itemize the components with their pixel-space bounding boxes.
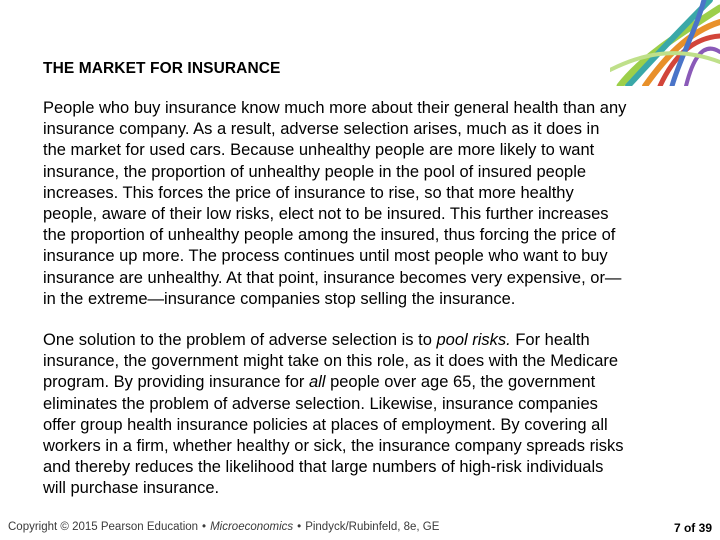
footer-citation [8, 521, 439, 533]
text-segment: program. By providing insurance for [43, 373, 309, 392]
footer-separator: • [297, 521, 302, 533]
footer-copyright: Copyright © 2015 Pearson Education [8, 521, 199, 533]
paragraph2-line: workers in a firm, whether healthy or sick, the insurance company spreads risks [43, 437, 624, 456]
paragraph1-line: insurance company. As a result, adverse selection arises, much as it does in [43, 120, 600, 139]
page-of: of [683, 521, 696, 535]
text-segment: For health [510, 331, 590, 350]
paragraph-pool-risks [43, 330, 693, 500]
text-segment: people over age 65, the government [325, 373, 596, 392]
paragraph1-line: insurance are unhealthy. At that point, insurance becomes very expensive, or— [43, 268, 622, 287]
paragraph2-line [43, 330, 693, 351]
paragraph1-line: the proportion of unhealthy people among the insured, thus forcing the price of [43, 226, 616, 245]
paragraph1-line: increases. This forces the price of insurance to rise, so that more healthy [43, 183, 574, 202]
paragraph1-line: insurance, the proportion of unhealthy people in the pool of insured people [43, 162, 587, 181]
slide-title: THE MARKET FOR INSURANCE [43, 60, 281, 77]
page-total: 39 [698, 521, 712, 535]
paragraph-adverse-selection [43, 98, 693, 310]
decorative-ribbons-image [610, 0, 720, 86]
paragraph2-line: offer group health insurance policies at places of employment. By covering all [43, 415, 608, 434]
paragraph1-line: the market for used cars. Because unhealthy people are more likely to want [43, 141, 595, 160]
footer-authors: Pindyck/Rubinfeld, 8e, GE [305, 521, 440, 533]
paragraph1-line: insurance up more. The process continues until most people who want to buy [43, 247, 608, 266]
slide-body [43, 98, 693, 520]
footer-book-title: Microeconomics [210, 521, 294, 533]
emphasis-pool-risks: pool risks. [436, 331, 511, 350]
paragraph2-line: will purchase insurance. [43, 479, 220, 498]
paragraph2-line: eliminates the problem of adverse selection. Likewise, insurance companies [43, 394, 598, 413]
emphasis-all: all [308, 373, 326, 392]
page-number [674, 521, 712, 535]
paragraph2-line: insurance, the government might take on this role, as it does with the Medicare [43, 352, 619, 371]
paragraph2-line [43, 372, 693, 393]
paragraph1-line: people, aware of their low risks, elect not to be insured. This further increases [43, 205, 609, 224]
paragraph1-line: in the extreme—insurance companies stop selling the insurance. [43, 289, 516, 308]
page-current: 7 [673, 521, 681, 535]
footer-separator: • [202, 521, 207, 533]
text-segment: One solution to the problem of adverse selection is to [43, 331, 437, 350]
paragraph2-line: and thereby reduces the likelihood that large numbers of high-risk individuals [43, 458, 604, 477]
paragraph1-line: People who buy insurance know much more about their general health than any [43, 99, 627, 117]
